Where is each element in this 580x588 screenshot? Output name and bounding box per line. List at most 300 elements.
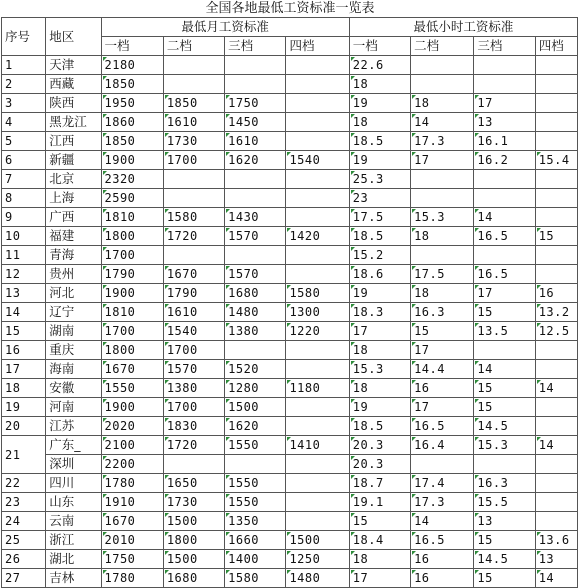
monthly-tier-4-cell: 1500 bbox=[286, 531, 349, 550]
hourly-tier-2-cell bbox=[411, 455, 474, 474]
hourly-tier-1-cell: 18 bbox=[349, 113, 410, 132]
row-region: 辽宁 bbox=[46, 303, 101, 322]
header-monthly-tier-1: 一档 bbox=[101, 37, 163, 56]
monthly-tier-1-cell: 1780 bbox=[101, 474, 163, 493]
row-region: 北京 bbox=[46, 170, 101, 189]
table-row bbox=[2, 550, 578, 569]
hourly-tier-1-cell: 17 bbox=[349, 569, 410, 588]
monthly-tier-3-cell bbox=[225, 75, 286, 94]
monthly-tier-1-cell: 2020 bbox=[101, 417, 163, 436]
row-region: 福建 bbox=[46, 227, 101, 246]
monthly-tier-2-cell: 1850 bbox=[163, 94, 224, 113]
monthly-tier-1-cell: 1670 bbox=[101, 360, 163, 379]
monthly-tier-1-cell: 2010 bbox=[101, 531, 163, 550]
hourly-tier-4-cell bbox=[535, 360, 577, 379]
monthly-tier-3-cell bbox=[225, 341, 286, 360]
monthly-tier-4-cell: 1480 bbox=[286, 569, 349, 588]
monthly-tier-3-cell: 1280 bbox=[225, 379, 286, 398]
hourly-tier-2-cell bbox=[411, 246, 474, 265]
monthly-tier-3-cell: 1750 bbox=[225, 94, 286, 113]
monthly-tier-2-cell: 1650 bbox=[163, 474, 224, 493]
header-hourly-tier-3: 三档 bbox=[474, 37, 535, 56]
monthly-tier-2-cell bbox=[163, 189, 224, 208]
monthly-tier-2-cell: 1720 bbox=[163, 436, 224, 455]
hourly-tier-1-cell: 18 bbox=[349, 379, 410, 398]
row-seq: 12 bbox=[2, 265, 46, 284]
monthly-tier-1-cell: 1750 bbox=[101, 550, 163, 569]
monthly-tier-2-cell bbox=[163, 75, 224, 94]
table-row bbox=[2, 474, 578, 493]
monthly-tier-3-cell: 1350 bbox=[225, 512, 286, 531]
hourly-tier-3-cell: 14 bbox=[474, 360, 535, 379]
monthly-tier-2-cell: 1670 bbox=[163, 265, 224, 284]
hourly-tier-4-cell bbox=[535, 189, 577, 208]
row-region: 安徽 bbox=[46, 379, 101, 398]
hourly-tier-3-cell: 16.2 bbox=[474, 151, 535, 170]
monthly-tier-3-cell: 1570 bbox=[225, 227, 286, 246]
hourly-tier-2-cell: 18 bbox=[411, 227, 474, 246]
monthly-tier-4-cell bbox=[286, 493, 349, 512]
hourly-tier-4-cell bbox=[535, 208, 577, 227]
hourly-tier-1-cell: 19.1 bbox=[349, 493, 410, 512]
header-seq: 序号 bbox=[2, 18, 46, 56]
hourly-tier-2-cell: 15.3 bbox=[411, 208, 474, 227]
row-region: 山东 bbox=[46, 493, 101, 512]
row-region: 海南 bbox=[46, 360, 101, 379]
hourly-tier-1-cell: 20.3 bbox=[349, 455, 410, 474]
monthly-tier-1-cell: 1900 bbox=[101, 151, 163, 170]
monthly-tier-3-cell: 1520 bbox=[225, 360, 286, 379]
header-monthly: 最低月工资标准 bbox=[101, 18, 349, 37]
table-row bbox=[2, 398, 578, 417]
header-hourly-tier-2: 二档 bbox=[411, 37, 474, 56]
row-seq: 15 bbox=[2, 322, 46, 341]
table-row bbox=[2, 113, 578, 132]
hourly-tier-4-cell bbox=[535, 94, 577, 113]
monthly-tier-4-cell bbox=[286, 265, 349, 284]
row-seq: 25 bbox=[2, 531, 46, 550]
hourly-tier-3-cell bbox=[474, 341, 535, 360]
header-monthly-tier-4: 四档 bbox=[286, 37, 349, 56]
hourly-tier-2-cell: 14.4 bbox=[411, 360, 474, 379]
monthly-tier-3-cell: 1610 bbox=[225, 132, 286, 151]
monthly-tier-4-cell: 1220 bbox=[286, 322, 349, 341]
monthly-tier-4-cell: 1410 bbox=[286, 436, 349, 455]
monthly-tier-2-cell: 1610 bbox=[163, 113, 224, 132]
table-row bbox=[2, 436, 578, 455]
monthly-tier-3-cell: 1550 bbox=[225, 474, 286, 493]
row-seq: 26 bbox=[2, 550, 46, 569]
hourly-tier-4-cell: 12.5 bbox=[535, 322, 577, 341]
row-seq: 14 bbox=[2, 303, 46, 322]
monthly-tier-2-cell: 1730 bbox=[163, 493, 224, 512]
hourly-tier-4-cell bbox=[535, 398, 577, 417]
monthly-tier-1-cell: 1900 bbox=[101, 284, 163, 303]
monthly-tier-3-cell bbox=[225, 170, 286, 189]
monthly-tier-2-cell: 1700 bbox=[163, 398, 224, 417]
monthly-tier-1-cell: 2180 bbox=[101, 56, 163, 75]
monthly-tier-3-cell: 1580 bbox=[225, 569, 286, 588]
hourly-tier-3-cell: 14.5 bbox=[474, 550, 535, 569]
hourly-tier-4-cell bbox=[535, 493, 577, 512]
hourly-tier-4-cell bbox=[535, 56, 577, 75]
hourly-tier-1-cell: 18.6 bbox=[349, 265, 410, 284]
monthly-tier-2-cell: 1830 bbox=[163, 417, 224, 436]
hourly-tier-1-cell: 18.7 bbox=[349, 474, 410, 493]
hourly-tier-4-cell bbox=[535, 132, 577, 151]
row-seq: 19 bbox=[2, 398, 46, 417]
hourly-tier-4-cell bbox=[535, 512, 577, 531]
table-row bbox=[2, 455, 578, 474]
row-seq: 5 bbox=[2, 132, 46, 151]
hourly-tier-3-cell: 16.1 bbox=[474, 132, 535, 151]
monthly-tier-1-cell: 2590 bbox=[101, 189, 163, 208]
hourly-tier-4-cell: 13.6 bbox=[535, 531, 577, 550]
hourly-tier-1-cell: 18 bbox=[349, 550, 410, 569]
hourly-tier-3-cell: 15 bbox=[474, 398, 535, 417]
row-region: 湖南 bbox=[46, 322, 101, 341]
hourly-tier-2-cell: 16.5 bbox=[411, 531, 474, 550]
row-seq: 10 bbox=[2, 227, 46, 246]
monthly-tier-4-cell bbox=[286, 417, 349, 436]
hourly-tier-3-cell: 15 bbox=[474, 531, 535, 550]
monthly-tier-1-cell: 1700 bbox=[101, 246, 163, 265]
hourly-tier-3-cell: 15 bbox=[474, 379, 535, 398]
header-region: 地区 bbox=[46, 18, 101, 56]
row-region: 河北 bbox=[46, 284, 101, 303]
monthly-tier-3-cell bbox=[225, 189, 286, 208]
hourly-tier-2-cell: 16.3 bbox=[411, 303, 474, 322]
monthly-tier-3-cell: 1400 bbox=[225, 550, 286, 569]
hourly-tier-3-cell bbox=[474, 189, 535, 208]
monthly-tier-2-cell: 1380 bbox=[163, 379, 224, 398]
monthly-tier-1-cell: 1790 bbox=[101, 265, 163, 284]
row-seq: 6 bbox=[2, 151, 46, 170]
row-seq: 21 bbox=[2, 436, 46, 474]
hourly-tier-2-cell: 18 bbox=[411, 94, 474, 113]
monthly-tier-3-cell: 1660 bbox=[225, 531, 286, 550]
monthly-tier-3-cell: 1620 bbox=[225, 151, 286, 170]
monthly-tier-4-cell bbox=[286, 170, 349, 189]
table-row bbox=[2, 94, 578, 113]
monthly-tier-2-cell: 1500 bbox=[163, 550, 224, 569]
row-seq: 2 bbox=[2, 75, 46, 94]
table-row bbox=[2, 170, 578, 189]
hourly-tier-1-cell: 19 bbox=[349, 94, 410, 113]
hourly-tier-3-cell: 15 bbox=[474, 303, 535, 322]
row-region: 重庆 bbox=[46, 341, 101, 360]
row-seq: 27 bbox=[2, 569, 46, 588]
table-row bbox=[2, 303, 578, 322]
hourly-tier-1-cell: 22.6 bbox=[349, 56, 410, 75]
hourly-tier-2-cell: 17 bbox=[411, 151, 474, 170]
monthly-tier-1-cell: 1860 bbox=[101, 113, 163, 132]
row-region: 新疆 bbox=[46, 151, 101, 170]
monthly-tier-1-cell: 1800 bbox=[101, 227, 163, 246]
hourly-tier-3-cell bbox=[474, 170, 535, 189]
hourly-tier-1-cell: 15.3 bbox=[349, 360, 410, 379]
table-row bbox=[2, 360, 578, 379]
monthly-tier-4-cell: 1580 bbox=[286, 284, 349, 303]
monthly-tier-4-cell: 1250 bbox=[286, 550, 349, 569]
hourly-tier-2-cell: 15 bbox=[411, 322, 474, 341]
monthly-tier-4-cell bbox=[286, 94, 349, 113]
table-row bbox=[2, 56, 578, 75]
table-row bbox=[2, 417, 578, 436]
hourly-tier-2-cell: 14 bbox=[411, 512, 474, 531]
hourly-tier-4-cell bbox=[535, 417, 577, 436]
monthly-tier-4-cell bbox=[286, 189, 349, 208]
monthly-tier-2-cell: 1500 bbox=[163, 512, 224, 531]
row-seq: 3 bbox=[2, 94, 46, 113]
hourly-tier-3-cell: 15.5 bbox=[474, 493, 535, 512]
row-region: 西藏 bbox=[46, 75, 101, 94]
monthly-tier-2-cell: 1720 bbox=[163, 227, 224, 246]
monthly-tier-1-cell: 1850 bbox=[101, 132, 163, 151]
row-seq: 24 bbox=[2, 512, 46, 531]
hourly-tier-2-cell: 16 bbox=[411, 379, 474, 398]
hourly-tier-4-cell bbox=[535, 265, 577, 284]
row-region: 贵州 bbox=[46, 265, 101, 284]
monthly-tier-1-cell: 1850 bbox=[101, 75, 163, 94]
monthly-tier-2-cell: 1800 bbox=[163, 531, 224, 550]
header-hourly: 最低小时工资标准 bbox=[349, 18, 577, 37]
monthly-tier-1-cell: 1900 bbox=[101, 398, 163, 417]
table-row bbox=[2, 512, 578, 531]
monthly-tier-2-cell: 1730 bbox=[163, 132, 224, 151]
hourly-tier-4-cell bbox=[535, 113, 577, 132]
hourly-tier-1-cell: 18 bbox=[349, 75, 410, 94]
hourly-tier-4-cell: 16 bbox=[535, 284, 577, 303]
hourly-tier-4-cell: 14 bbox=[535, 569, 577, 588]
hourly-tier-4-cell bbox=[535, 455, 577, 474]
hourly-tier-1-cell: 18.5 bbox=[349, 227, 410, 246]
monthly-tier-4-cell bbox=[286, 341, 349, 360]
hourly-tier-4-cell: 14 bbox=[535, 379, 577, 398]
row-seq: 11 bbox=[2, 246, 46, 265]
header-monthly-tier-2: 二档 bbox=[163, 37, 224, 56]
hourly-tier-1-cell: 15 bbox=[349, 512, 410, 531]
hourly-tier-1-cell: 18 bbox=[349, 341, 410, 360]
monthly-tier-3-cell: 1380 bbox=[225, 322, 286, 341]
row-region: 四川 bbox=[46, 474, 101, 493]
hourly-tier-2-cell: 17 bbox=[411, 398, 474, 417]
monthly-tier-4-cell bbox=[286, 455, 349, 474]
hourly-tier-4-cell bbox=[535, 474, 577, 493]
table-row bbox=[2, 227, 578, 246]
hourly-tier-1-cell: 18.5 bbox=[349, 132, 410, 151]
monthly-tier-4-cell bbox=[286, 398, 349, 417]
row-region: 河南 bbox=[46, 398, 101, 417]
row-seq: 7 bbox=[2, 170, 46, 189]
hourly-tier-1-cell: 19 bbox=[349, 284, 410, 303]
monthly-tier-4-cell: 1540 bbox=[286, 151, 349, 170]
monthly-tier-2-cell bbox=[163, 246, 224, 265]
row-seq: 22 bbox=[2, 474, 46, 493]
monthly-tier-1-cell: 2320 bbox=[101, 170, 163, 189]
table-row bbox=[2, 569, 578, 588]
hourly-tier-3-cell bbox=[474, 56, 535, 75]
hourly-tier-1-cell: 15.2 bbox=[349, 246, 410, 265]
monthly-tier-4-cell: 1420 bbox=[286, 227, 349, 246]
hourly-tier-3-cell: 15.3 bbox=[474, 436, 535, 455]
table-row bbox=[2, 132, 578, 151]
monthly-tier-4-cell bbox=[286, 474, 349, 493]
monthly-tier-3-cell: 1480 bbox=[225, 303, 286, 322]
monthly-tier-2-cell: 1700 bbox=[163, 341, 224, 360]
hourly-tier-2-cell: 18 bbox=[411, 284, 474, 303]
monthly-tier-3-cell: 1570 bbox=[225, 265, 286, 284]
row-region: 浙江 bbox=[46, 531, 101, 550]
monthly-tier-4-cell: 1180 bbox=[286, 379, 349, 398]
monthly-tier-3-cell: 1620 bbox=[225, 417, 286, 436]
table-row bbox=[2, 284, 578, 303]
table-row bbox=[2, 189, 578, 208]
table-row bbox=[2, 246, 578, 265]
row-seq: 13 bbox=[2, 284, 46, 303]
row-seq: 1 bbox=[2, 56, 46, 75]
table-row bbox=[2, 208, 578, 227]
hourly-tier-3-cell: 14.5 bbox=[474, 417, 535, 436]
table-row bbox=[2, 379, 578, 398]
hourly-tier-1-cell: 18.4 bbox=[349, 531, 410, 550]
monthly-tier-1-cell: 1550 bbox=[101, 379, 163, 398]
hourly-tier-2-cell: 14 bbox=[411, 113, 474, 132]
table-row bbox=[2, 531, 578, 550]
row-seq: 16 bbox=[2, 341, 46, 360]
hourly-tier-3-cell: 16.5 bbox=[474, 265, 535, 284]
hourly-tier-1-cell: 25.3 bbox=[349, 170, 410, 189]
hourly-tier-3-cell: 13 bbox=[474, 512, 535, 531]
monthly-tier-1-cell: 2100 bbox=[101, 436, 163, 455]
monthly-tier-4-cell bbox=[286, 512, 349, 531]
monthly-tier-2-cell: 1540 bbox=[163, 322, 224, 341]
row-region: 广东_ bbox=[46, 436, 101, 455]
hourly-tier-1-cell: 18.5 bbox=[349, 417, 410, 436]
row-region: 广西 bbox=[46, 208, 101, 227]
row-seq: 18 bbox=[2, 379, 46, 398]
monthly-tier-4-cell bbox=[286, 132, 349, 151]
row-region: 深圳 bbox=[46, 455, 101, 474]
row-seq: 23 bbox=[2, 493, 46, 512]
hourly-tier-4-cell: 13 bbox=[535, 550, 577, 569]
row-seq: 20 bbox=[2, 417, 46, 436]
hourly-tier-2-cell bbox=[411, 189, 474, 208]
row-seq: 8 bbox=[2, 189, 46, 208]
monthly-tier-1-cell: 1670 bbox=[101, 512, 163, 531]
monthly-tier-4-cell bbox=[286, 56, 349, 75]
monthly-tier-2-cell: 1700 bbox=[163, 151, 224, 170]
hourly-tier-2-cell: 17.3 bbox=[411, 132, 474, 151]
row-region: 吉林 bbox=[46, 569, 101, 588]
hourly-tier-3-cell bbox=[474, 455, 535, 474]
row-region: 江西 bbox=[46, 132, 101, 151]
hourly-tier-3-cell: 14 bbox=[474, 208, 535, 227]
monthly-tier-1-cell: 1810 bbox=[101, 208, 163, 227]
hourly-tier-2-cell: 16 bbox=[411, 550, 474, 569]
hourly-tier-1-cell: 19 bbox=[349, 151, 410, 170]
hourly-tier-2-cell bbox=[411, 56, 474, 75]
hourly-tier-3-cell: 15 bbox=[474, 569, 535, 588]
monthly-tier-3-cell: 1450 bbox=[225, 113, 286, 132]
hourly-tier-2-cell: 16 bbox=[411, 569, 474, 588]
row-region: 天津 bbox=[46, 56, 101, 75]
monthly-tier-3-cell: 1550 bbox=[225, 493, 286, 512]
hourly-tier-4-cell bbox=[535, 75, 577, 94]
table-title: 全国各地最低工资标准一览表 bbox=[205, 1, 375, 16]
row-region: 陕西 bbox=[46, 94, 101, 113]
hourly-tier-2-cell: 17.4 bbox=[411, 474, 474, 493]
monthly-tier-1-cell: 1910 bbox=[101, 493, 163, 512]
table-row bbox=[2, 265, 578, 284]
hourly-tier-2-cell: 17 bbox=[411, 341, 474, 360]
monthly-tier-2-cell: 1610 bbox=[163, 303, 224, 322]
hourly-tier-2-cell: 16.5 bbox=[411, 417, 474, 436]
table-row bbox=[2, 75, 578, 94]
hourly-tier-1-cell: 19 bbox=[349, 398, 410, 417]
hourly-tier-4-cell bbox=[535, 341, 577, 360]
hourly-tier-3-cell: 13 bbox=[474, 113, 535, 132]
monthly-tier-1-cell: 1800 bbox=[101, 341, 163, 360]
hourly-tier-3-cell bbox=[474, 75, 535, 94]
hourly-tier-4-cell: 14 bbox=[535, 436, 577, 455]
monthly-tier-1-cell: 1810 bbox=[101, 303, 163, 322]
hourly-tier-1-cell: 18.3 bbox=[349, 303, 410, 322]
monthly-tier-2-cell: 1790 bbox=[163, 284, 224, 303]
monthly-tier-4-cell bbox=[286, 208, 349, 227]
monthly-tier-3-cell: 1430 bbox=[225, 208, 286, 227]
monthly-tier-1-cell: 1950 bbox=[101, 94, 163, 113]
row-region: 江苏 bbox=[46, 417, 101, 436]
monthly-tier-2-cell: 1570 bbox=[163, 360, 224, 379]
hourly-tier-3-cell: 16.3 bbox=[474, 474, 535, 493]
row-seq: 17 bbox=[2, 360, 46, 379]
table-row bbox=[2, 493, 578, 512]
monthly-tier-3-cell: 1680 bbox=[225, 284, 286, 303]
monthly-tier-3-cell: 1550 bbox=[225, 436, 286, 455]
row-region: 青海 bbox=[46, 246, 101, 265]
wage-table bbox=[1, 17, 578, 588]
monthly-tier-2-cell: 1580 bbox=[163, 208, 224, 227]
hourly-tier-2-cell bbox=[411, 75, 474, 94]
hourly-tier-2-cell bbox=[411, 170, 474, 189]
hourly-tier-4-cell: 15 bbox=[535, 227, 577, 246]
hourly-tier-1-cell: 17.5 bbox=[349, 208, 410, 227]
row-seq: 4 bbox=[2, 113, 46, 132]
monthly-tier-3-cell bbox=[225, 56, 286, 75]
hourly-tier-4-cell bbox=[535, 170, 577, 189]
row-region: 上海 bbox=[46, 189, 101, 208]
hourly-tier-1-cell: 17 bbox=[349, 322, 410, 341]
monthly-tier-4-cell bbox=[286, 75, 349, 94]
hourly-tier-1-cell: 20.3 bbox=[349, 436, 410, 455]
monthly-tier-4-cell: 1300 bbox=[286, 303, 349, 322]
hourly-tier-4-cell: 13.2 bbox=[535, 303, 577, 322]
row-region: 湖北 bbox=[46, 550, 101, 569]
hourly-tier-4-cell bbox=[535, 246, 577, 265]
row-region: 黑龙江 bbox=[46, 113, 101, 132]
row-seq: 9 bbox=[2, 208, 46, 227]
header-hourly-tier-4: 四档 bbox=[535, 37, 577, 56]
monthly-tier-3-cell bbox=[225, 455, 286, 474]
monthly-tier-1-cell: 2200 bbox=[101, 455, 163, 474]
hourly-tier-2-cell: 17.3 bbox=[411, 493, 474, 512]
hourly-tier-3-cell: 16.5 bbox=[474, 227, 535, 246]
monthly-tier-4-cell bbox=[286, 360, 349, 379]
hourly-tier-3-cell: 13.5 bbox=[474, 322, 535, 341]
table-row bbox=[2, 151, 578, 170]
monthly-tier-1-cell: 1780 bbox=[101, 569, 163, 588]
